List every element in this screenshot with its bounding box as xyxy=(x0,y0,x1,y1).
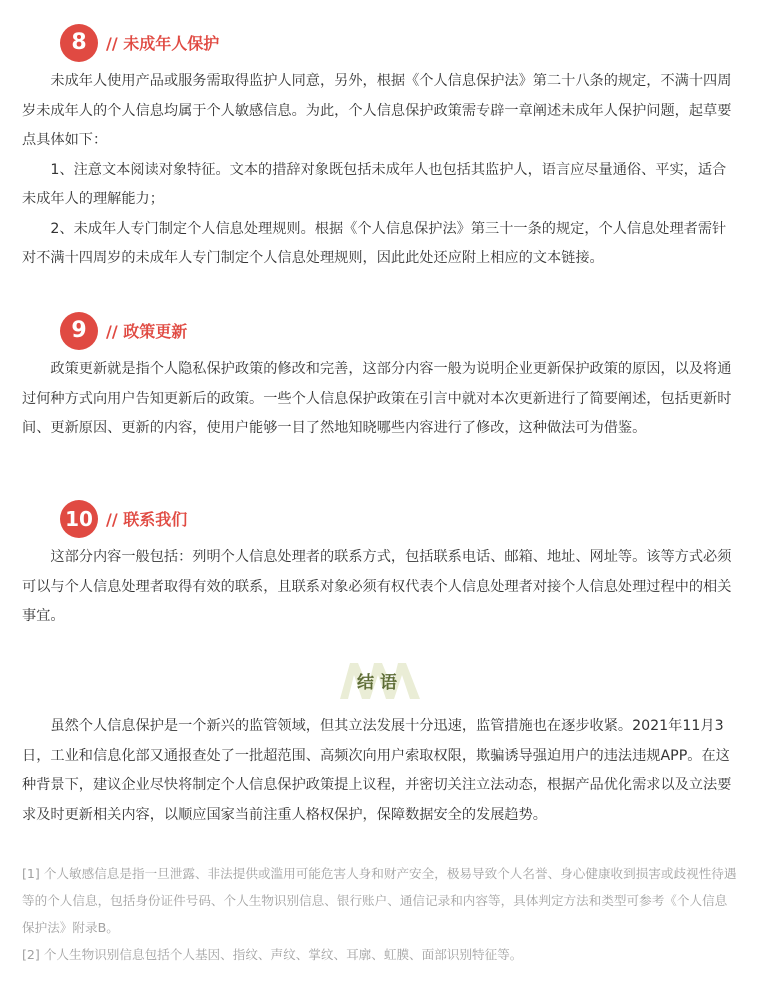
section-heading xyxy=(22,312,738,352)
paragraph: 虽然个人信息保护是一个新兴的监管领域，但其立法发展十分迅速，监管措施也在逐步收紧。2021年11月3日，工业和信息化部又通报查处了一批超范围、高频次向用户索取权限，欺骗诱导强迫用户的违法违规APP。在这种背景下，建议企业尽快将制定个人信息保护政策提上议程，并密切关注立法动态，根据产品优化需求以及立法要求及时更新相关内容，以顺应国家当前注重人格权保护，保障数据安全的发展趋势。 xyxy=(22,718,732,823)
section-policy-update xyxy=(22,312,738,444)
section-contact-us xyxy=(22,500,738,632)
section-heading xyxy=(22,500,738,540)
footnotes xyxy=(22,860,738,968)
footnote: [1] 个人敏感信息是指一旦泄露、非法提供或滥用可能危害人身和财产安全，极易导致个人名誉、身心健康收到损害或歧视性待遇等的个人信息，包括身份证件号码、个人生物识别信息、银行账户、通信记录和内容等，具体判定方法和类型可参考《个人信息保护法》附录B。 xyxy=(22,866,737,935)
conclusion-heading xyxy=(330,655,430,707)
section-title: // 未成年人保护 xyxy=(106,34,220,53)
paragraph: 这部分内容一般包括：列明个人信息处理者的联系方式，包括联系电话、邮箱、地址、网址等。该等方式必须可以与个人信息处理者取得有效的联系，且联系对象必须有权代表个人信息处理者对接个人信息处理过程中的相关事宜。 xyxy=(22,549,732,624)
section-conclusion xyxy=(22,712,738,830)
paragraph: 未成年人使用产品或服务需取得监护人同意，另外，根据《个人信息保护法》第二十八条的规定，不满十四周岁未成年人的个人信息均属于个人敏感信息。为此，个人信息保护政策需专辟一章阐述未成年人保护问题，起草要点具体如下： xyxy=(22,73,732,148)
paragraph: 2、未成年人专门制定个人信息处理规则。根据《个人信息保护法》第三十一条的规定，个人信息处理者需针对不满十四周岁的未成年人专门制定个人信息处理规则，因此此处还应附上相应的文本链接。 xyxy=(22,220,727,266)
section-title: // 政策更新 xyxy=(106,322,188,341)
section-heading xyxy=(22,24,738,64)
footnote: [2] 个人生物识别信息包括个人基因、指纹、声纹、掌纹、耳廓、虹膜、面部识别特征等。 xyxy=(22,947,523,962)
section-number-badge: 10 xyxy=(60,500,98,538)
section-minor-protection xyxy=(22,24,738,274)
conclusion-title: 结语 xyxy=(357,673,403,693)
paragraph: 政策更新就是指个人隐私保护政策的修改和完善，这部分内容一般为说明企业更新保护政策的原因，以及将通过何种方式向用户告知更新后的政策。一些个人信息保护政策在引言中就对本次更新进行了简要阐述，包括更新时间、更新原因、更新的内容，使用户能够一目了然地知晓哪些内容进行了修改，这种做法可为借鉴。 xyxy=(22,361,732,436)
section-title: // 联系我们 xyxy=(106,510,188,529)
section-number-badge: 9 xyxy=(60,312,98,350)
section-number-badge: 8 xyxy=(60,24,98,62)
paragraph: 1、注意文本阅读对象特征。文本的措辞对象既包括未成年人也包括其监护人，语言应尽量通俗、平实，适合未成年人的理解能力； xyxy=(22,161,727,207)
